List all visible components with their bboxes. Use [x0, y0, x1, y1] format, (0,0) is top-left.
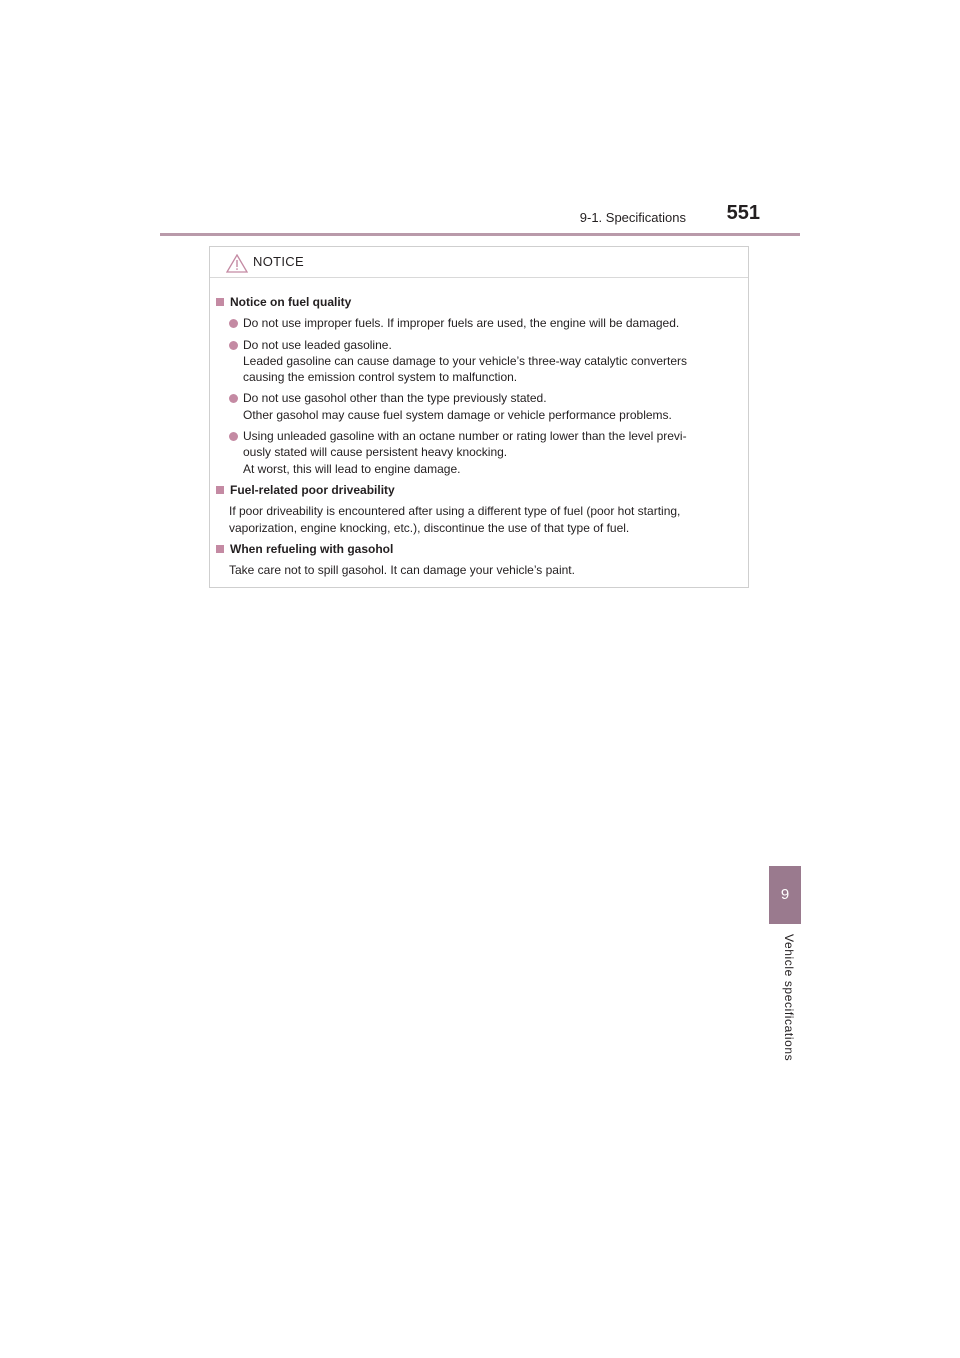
circle-bullet-icon [229, 341, 238, 350]
section-text [216, 562, 742, 578]
section-heading: When refueling with gasohol [230, 541, 394, 556]
section-title: 9-1. Specifications [579, 210, 686, 225]
notice-section-driveability [216, 482, 742, 536]
bullet-line: Using unleaded gasoline with an octane number or rating lower than the level previ- [243, 429, 687, 444]
bullet-line: Do not use improper fuels. If improper fuels are used, the engine will be damaged. [243, 316, 680, 331]
bullet-line: Do not use leaded gasoline. [243, 337, 392, 352]
bullet-line: Other gasohol may cause fuel system damage or vehicle performance problems. [243, 407, 672, 422]
section-heading: Notice on fuel quality [230, 295, 352, 309]
square-bullet-icon [216, 298, 224, 306]
text-line: If poor driveability is encountered after using a different type of fuel (poor hot starting, [229, 504, 681, 519]
chapter-label: Vehicle specifications [782, 934, 796, 1062]
text-line: Take care not to spill gasohol. It can damage your vehicle’s paint. [229, 563, 575, 578]
header-rule [160, 233, 800, 236]
notice-label: NOTICE [253, 254, 304, 269]
bullet-line: causing the emission control system to malfunction. [243, 370, 518, 385]
section-text [216, 503, 742, 536]
notice-section-gasohol [216, 541, 742, 579]
bullet-line: At worst, this will lead to engine damage. [243, 461, 461, 476]
square-bullet-icon [216, 545, 224, 553]
bullet-line: Leaded gasoline can cause damage to your vehicle’s three-way catalytic converters [243, 353, 688, 368]
circle-bullet-icon [229, 394, 238, 403]
notice-section-fuel-quality [216, 294, 742, 477]
chapter-tab[interactable]: 9 [769, 866, 801, 924]
list-item [216, 428, 742, 477]
square-bullet-icon [216, 486, 224, 494]
list-item [216, 315, 742, 331]
text-line: vaporization, engine knocking, etc.), discontinue the use of that type of fuel. [229, 520, 630, 535]
list-item [216, 390, 742, 423]
notice-box [209, 246, 749, 588]
bullet-line: ously stated will cause persistent heavy knocking. [243, 445, 508, 460]
page-number: 551 [726, 202, 760, 224]
section-heading: Fuel-related poor driveability [230, 482, 395, 497]
notice-body [210, 278, 748, 578]
circle-bullet-icon [229, 432, 238, 441]
list-item [216, 337, 742, 386]
warning-triangle-icon [226, 254, 248, 273]
notice-header [210, 247, 748, 278]
bullet-line: Do not use gasohol other than the type previously stated. [243, 391, 547, 406]
page-header [160, 200, 800, 236]
circle-bullet-icon [229, 319, 238, 328]
